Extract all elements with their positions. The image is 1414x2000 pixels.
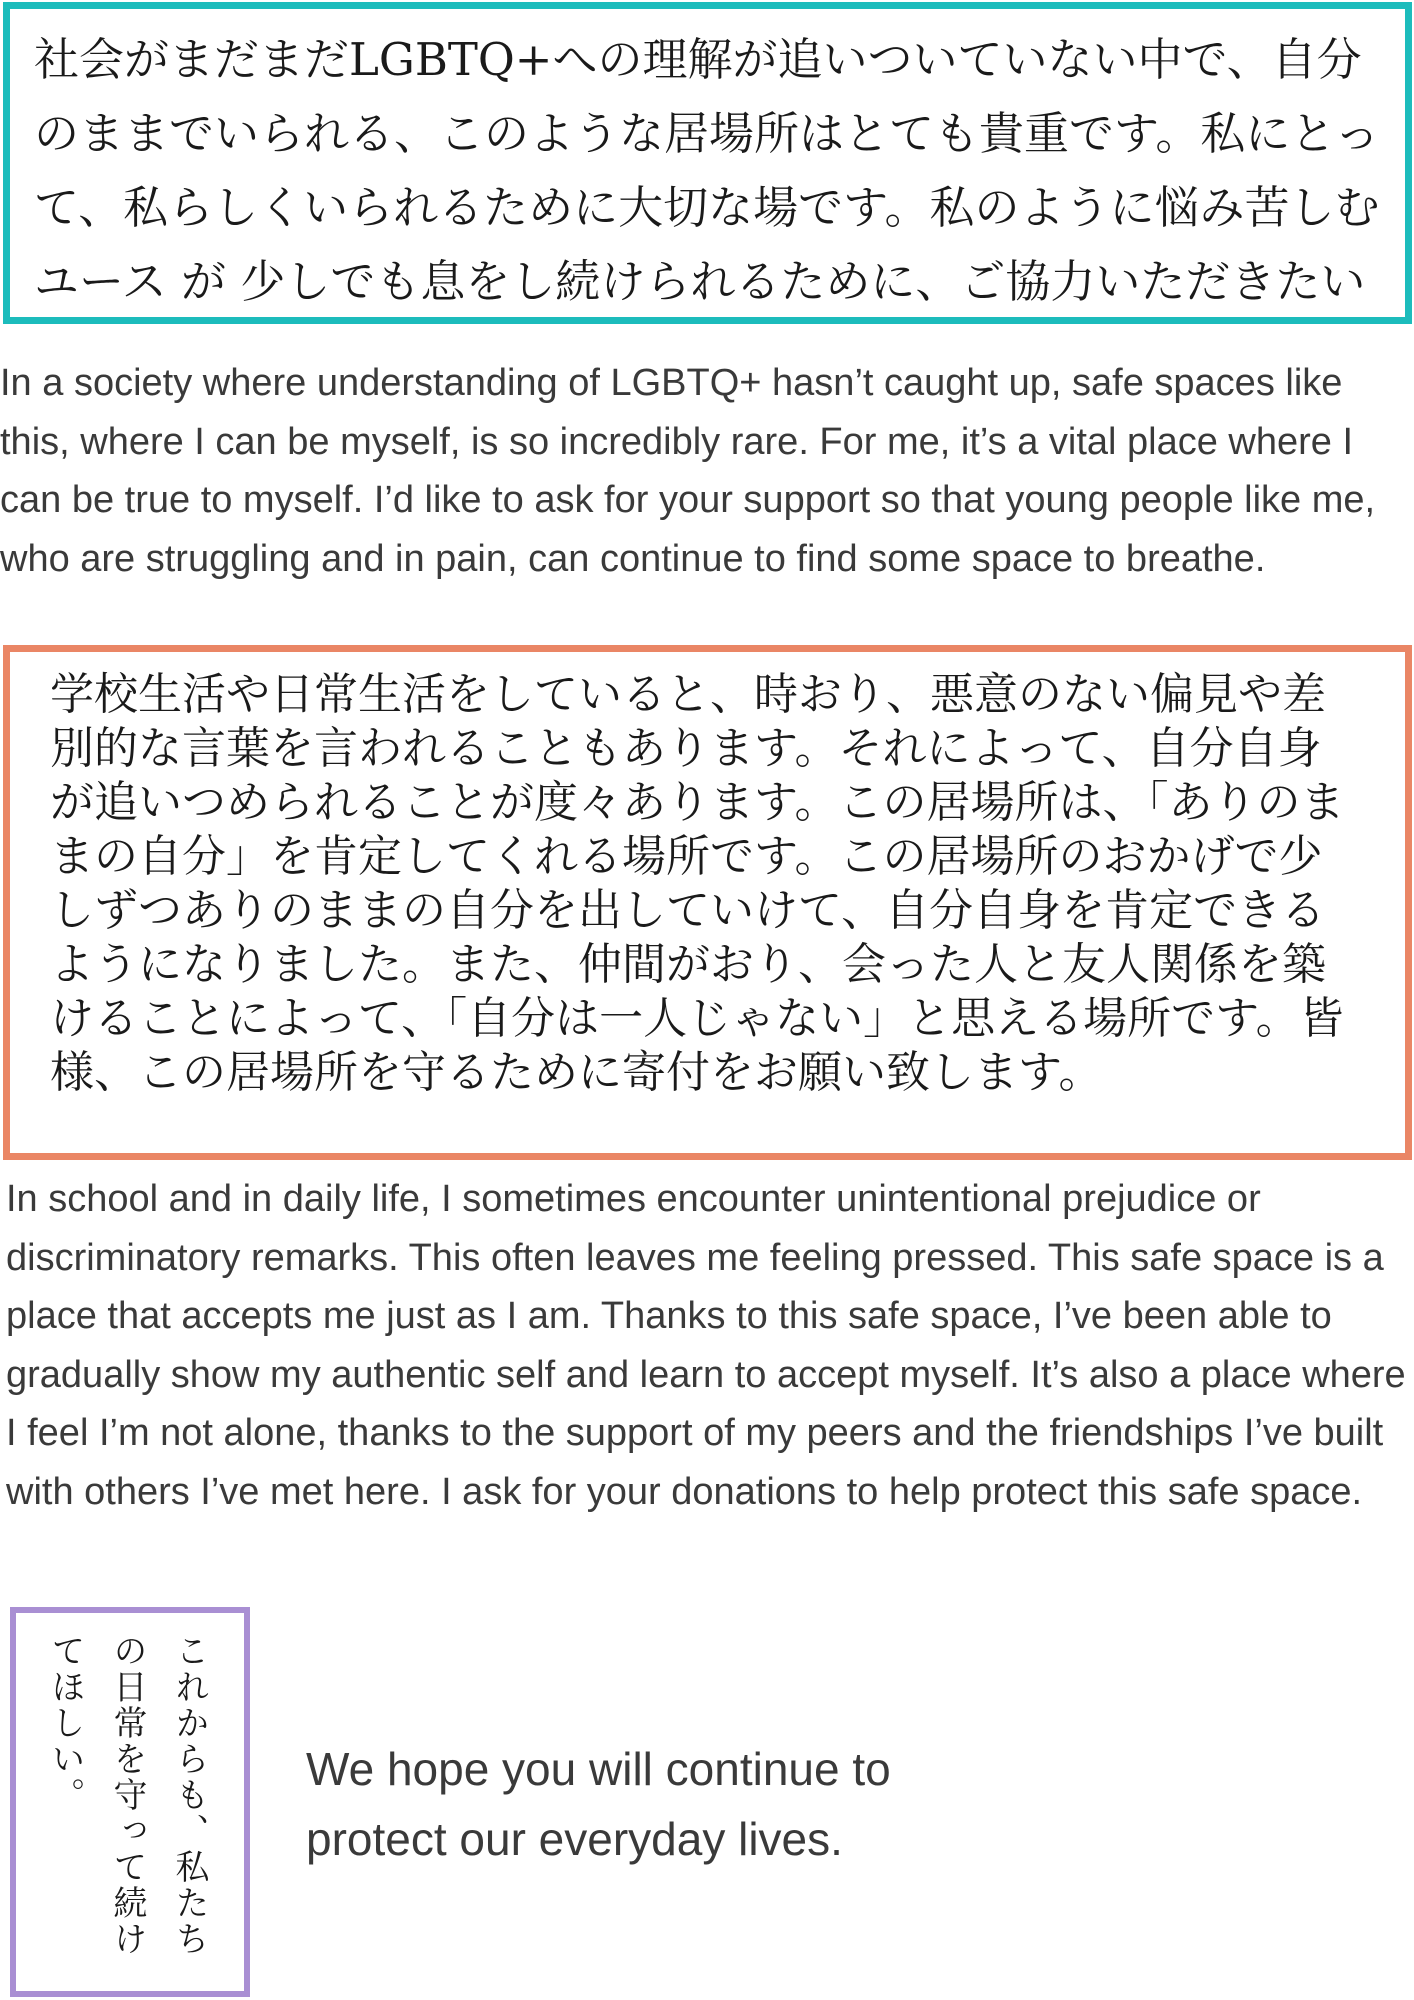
- handwritten-note-3-text: これからも、私たちの日常を守って続けてほしい。: [45, 1633, 209, 1957]
- english-translation-2: In school and in daily life, I sometimes encounter unintentional prejudice or discriminatory remarks. This often leaves me feeling pressed. This safe space is a place that accepts me just as I am. Thanks to this safe space, I’ve been able to gradually show my authentic self and learn to accept myself. It’s also a place where I feel I’m not alone, thanks to the support of my peers and the friendships I’ve built with others I’ve met here. I ask for your donations to help protect this safe space.: [6, 1178, 1406, 1513]
- handwritten-note-1-text: 社会がまだまだLGBTQ+への理解が追いついていない中で、自分のままでいられる、このような居場所はとても貴重です。私にとって、私らしくいられるために大切な場です。私のように悩み苦しむユース が 少しでも息をし続けられるために、ご協力いただきたい: [34, 33, 1380, 308]
- handwritten-note-1: [3, 2, 1412, 324]
- handwritten-note-2: [3, 645, 1412, 1160]
- handwritten-note-2-text: 学校生活や日常生活をしていると、時おり、悪意のない偏見や差別的な言葉を言われることもあります。それによって、自分自身が追いつめられることが度々あります。この居場所は、「ありのままの自分」を肯定してくれる場所です。この居場所のおかげで少しずつありのままの自分を出していけて、自分自身を肯定できるようになりました。また、仲間がおり、会った人と友人関係を築けることによって、「自分は一人じゃない」と思える場所です。皆様、この居場所を守るために寄付をお願い致します。: [50, 669, 1345, 1098]
- english-translation-1: In a society where understanding of LGBTQ+ hasn’t caught up, safe spaces like this, where I can be myself, is so incredibly rare. For me, it’s a vital place where I can be true to myself. I’d like to ask for your support so that young people like me, who are struggling and in pain, can continue to find some space to breathe.: [0, 362, 1376, 580]
- handwritten-note-3: [10, 1607, 250, 1997]
- closing-message: We hope you will continue to protect our everyday lives.: [306, 1743, 891, 1865]
